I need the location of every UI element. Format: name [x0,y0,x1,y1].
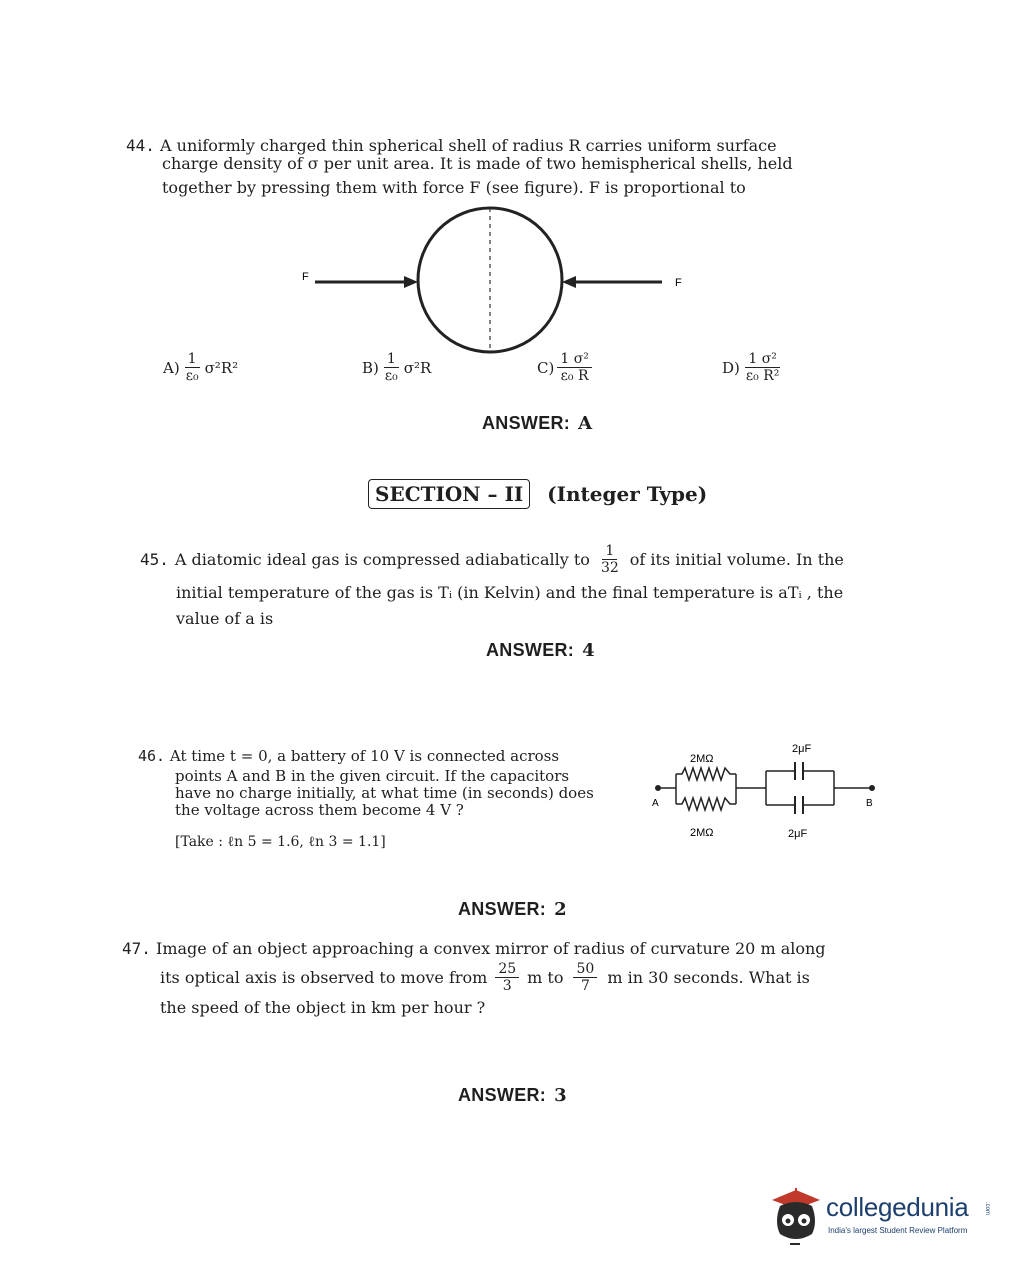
logo-suffix: .com [984,1202,990,1216]
option-d-num: 1 σ² [745,352,780,368]
q47-answer [458,1085,567,1106]
option-d-frac [743,352,782,383]
option-a-label: A) [163,358,180,377]
q45-line3: value of a is [176,609,274,628]
option-d-den: ε₀ R² [745,368,780,384]
q44-option-a [163,352,238,383]
q46-answer-value: 2 [554,899,567,920]
q46-circuit [648,736,888,846]
logo-brand: collegedunia [826,1192,969,1222]
option-b-num: 1 [384,352,399,368]
q47-frac-1-den: 3 [502,978,512,994]
option-b-label: B) [362,358,379,377]
q47-line3: the speed of the object in km per hour ? [160,998,486,1017]
q45-frac-den: 32 [600,560,619,576]
q44-answer [482,413,592,434]
q47-answer-value: 3 [554,1085,567,1106]
q47-answer-label: ANSWER: [458,1085,547,1105]
q47-frac-1 [495,962,519,993]
q45-answer [486,640,595,661]
q46-line1 [138,746,559,766]
force-arrowhead-left [404,276,418,288]
node-a-label: A [652,798,659,809]
option-a-den: ε₀ [185,368,199,384]
q46-line4: the voltage across them become 4 V ? [175,801,464,819]
force-arrowhead-right [562,276,576,288]
q45-line1 [140,544,844,575]
collegedunia-logo [766,1178,996,1258]
q45-frac-num: 1 [602,544,617,560]
option-c-num: 1 σ² [557,352,592,368]
q44-answer-label: ANSWER: [482,413,571,433]
force-label-left: F [302,271,309,283]
node-b-label: B [866,798,873,809]
q47-frac-2 [573,962,597,993]
q44-answer-value: A [578,413,593,434]
q47-line2 [160,962,810,993]
option-a-num: 1 [185,352,200,368]
node-b-dot [869,785,875,791]
q44-figure [290,205,700,355]
q44-line3: together by pressing them with force F (see figure). F is proportional to [162,178,746,197]
resistor-bottom [676,798,736,810]
option-a-frac [183,352,202,383]
q46-line2: points A and B in the given circuit. If the capacitors [175,767,570,785]
q46-answer-label: ANSWER: [458,899,547,919]
q44-option-d [722,352,785,383]
resistor-bottom-label: 2MΩ [690,827,714,839]
q45-text-1a: A diatomic ideal gas is compressed adiabatically to [174,549,590,569]
q45-text-1b: of its initial volume. In the [629,549,844,569]
q46-line3: have no charge initially, at what time (in seconds) does [175,784,594,802]
q47-text-2a: its optical axis is observed to move from [160,967,488,987]
logo-tagline: India's largest Student Review Platform [828,1226,968,1235]
q44-text-1: A uniformly charged thin spherical shell of radius R carries uniform surface [160,136,777,155]
option-c-den: ε₀ R [560,368,589,384]
q47-number: 47. [122,939,151,958]
q45-answer-label: ANSWER: [486,640,575,660]
option-b-tail: σ²R [403,358,432,377]
q45-frac [598,544,622,575]
option-a-tail: σ²R² [204,358,239,377]
option-c-label: C) [537,358,555,377]
q47-line1 [122,939,826,959]
option-b-frac [382,352,401,383]
mascot-icon [766,1178,824,1250]
q47-text-mid: m to [527,967,564,987]
q46-answer [458,899,567,920]
q45-line2: initial temperature of the gas is Tᵢ (in Kelvin) and the final temperature is aTᵢ , the [176,583,844,602]
q45-answer-value: 4 [582,640,595,661]
option-d-label: D) [722,358,740,377]
q46-take: [Take : ℓn 5 = 1.6, ℓn 3 = 1.1] [175,834,386,850]
resistor-top-label: 2MΩ [690,753,714,765]
capacitor-top-label: 2μF [792,743,812,755]
option-b-den: ε₀ [384,368,398,384]
q44-option-c [537,352,595,383]
q44-line2: charge density of σ per unit area. It is made of two hemispherical shells, held [162,154,793,173]
q46-text-1: At time t = 0, a battery of 10 V is connected across [169,747,560,765]
section-subtitle: (Integer Type) [547,482,708,506]
force-label-right: F [675,277,682,289]
q47-frac-2-num: 50 [573,962,597,978]
q47-text-1: Image of an object approaching a convex mirror of radius of curvature 20 m along [156,939,826,958]
q44-line1 [126,136,777,156]
section-heading [368,482,707,506]
q47-frac-1-num: 25 [495,962,519,978]
section-title: SECTION – II [368,479,530,509]
q46-number: 46. [138,747,166,765]
q44-option-b [362,352,431,383]
q47-frac-2-den: 7 [580,978,590,994]
resistor-top [676,768,736,780]
q47-text-2b: m in 30 seconds. What is [607,967,810,987]
capacitor-bottom-label: 2μF [788,828,808,840]
q45-number: 45. [140,549,169,569]
option-c-frac [557,352,592,383]
q44-number: 44. [126,136,155,155]
